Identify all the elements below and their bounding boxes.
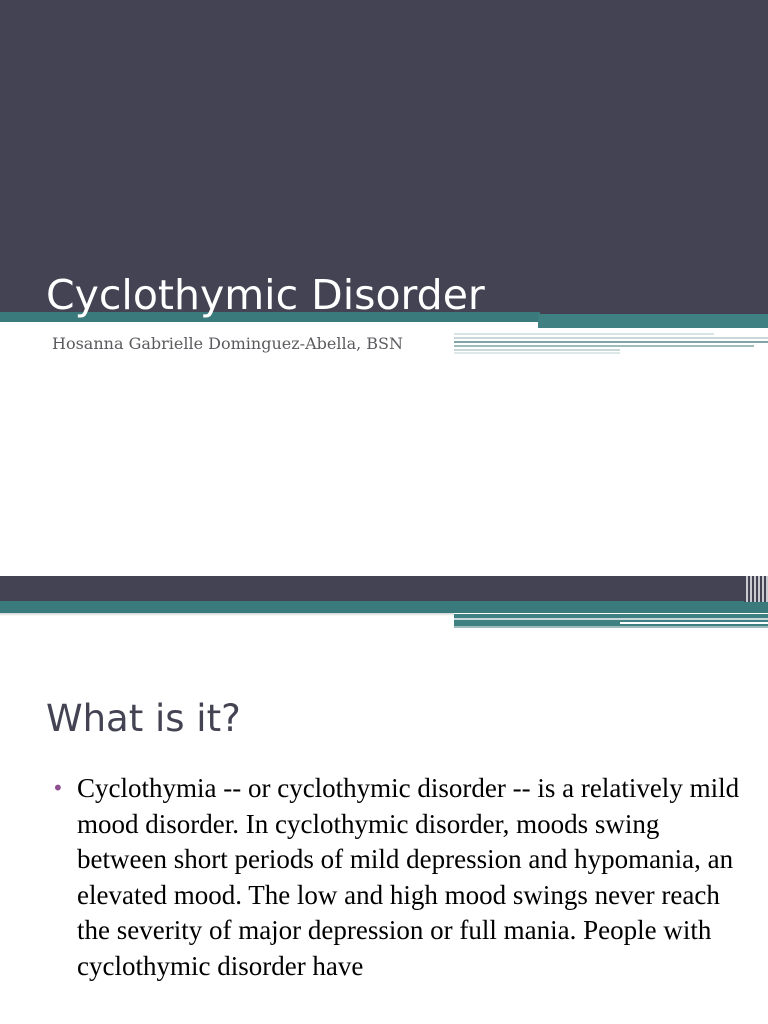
bullet-item [52, 771, 742, 984]
decorative-stripe [454, 349, 620, 351]
decorative-stripe [454, 341, 768, 343]
decorative-stripe [540, 330, 768, 332]
bullet-icon: • [52, 776, 64, 800]
decorative-stripe [454, 333, 714, 335]
decorative-stripe [454, 337, 768, 339]
slide-title: Cyclothymic Disorder [46, 271, 485, 319]
decorative-stripe [454, 626, 768, 628]
slide-subtitle: Hosanna Gabrielle Dominguez-Abella, BSN [52, 334, 403, 353]
decorative-stripe [454, 352, 620, 354]
bullet-text: Cyclothymia -- or cyclothymic disorder -- is a relatively mild mood disorder. In cyclothymic disorder, moods swing between short periods of mild depression and hypomania, an elevated mood. The low and high mood swings never reach the severity of major depression or full mania. People with cyclothymic disorder have [77, 773, 740, 981]
decorative-stripe [620, 622, 768, 624]
slide-heading: What is it? [46, 697, 241, 740]
content-slide-dark-band [0, 576, 768, 602]
title-slide-teal-accent [538, 314, 768, 328]
decorative-stripe [744, 576, 768, 602]
decorative-stripe [454, 345, 754, 347]
decorative-stripe [454, 618, 768, 620]
content-slide-shadow [0, 613, 454, 616]
content-slide-teal-bar [0, 601, 768, 613]
bullet-list [52, 771, 742, 984]
